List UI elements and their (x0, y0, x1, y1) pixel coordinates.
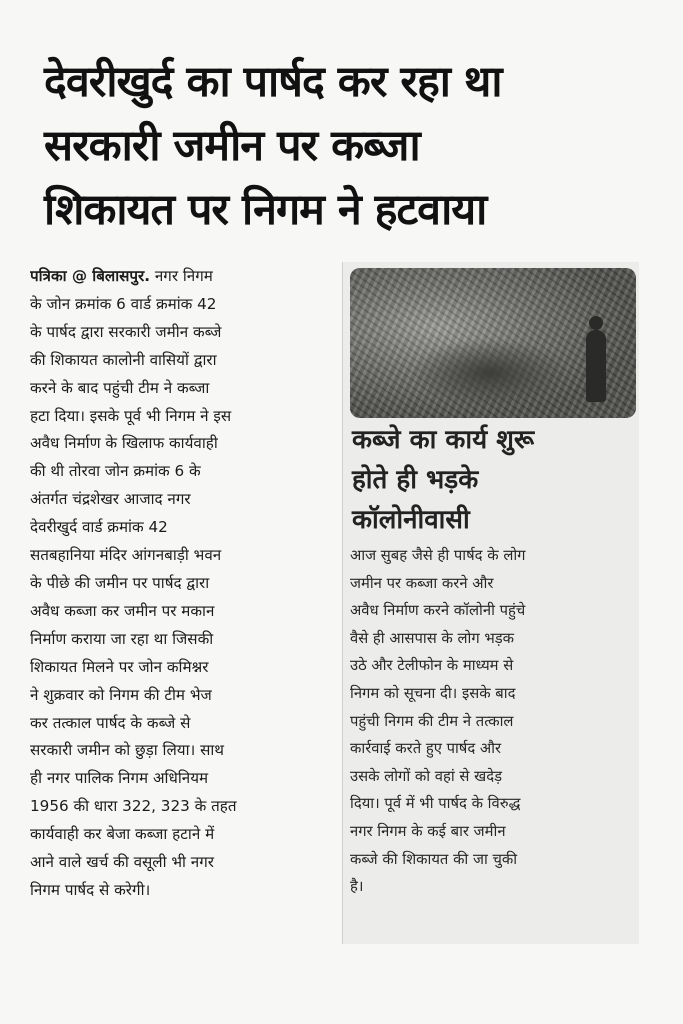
headline-line-1: देवरीखुर्द का पार्षद कर रहा था (44, 57, 502, 107)
photo-rubble (410, 338, 570, 408)
sidebar-line: निगम को सूचना दी। इसके बाद (350, 684, 516, 702)
sidebar-line: उसके लोगों को वहां से खदेड़ (350, 767, 503, 785)
sidebar-line: जमीन पर कब्जा करने और (350, 574, 494, 592)
article-line: 1956 की धारा 322, 323 के तहत (30, 797, 237, 816)
article-line: की थी तोरवा जोन क्रमांक 6 के (30, 462, 201, 481)
article-line: अवैध कब्जा कर जमीन पर मकान (30, 601, 215, 620)
photo-person (586, 330, 606, 402)
sidebar-line: पहुंची निगम की टीम ने तत्काल (350, 712, 514, 730)
sidebar-line: उठे और टेलीफोन के माध्यम से (350, 657, 514, 675)
subhead-line-3: कॉलोनीवासी (352, 505, 470, 535)
article-line: आने वाले खर्च की वसूली भी नगर (30, 853, 214, 872)
article-line-1-text: नगर निगम (150, 267, 213, 285)
article-line: निर्माण कराया जा रहा था जिसकी (30, 629, 214, 648)
news-photo (350, 268, 636, 418)
article-line: सतबहानिया मंदिर आंगनबाड़ी भवन (30, 546, 222, 565)
article-line: अवैध निर्माण के खिलाफ कार्यवाही (30, 434, 218, 453)
article-line: के पीछे की जमीन पर पार्षद द्वारा (30, 573, 210, 592)
headline (44, 50, 654, 242)
article-line: सरकारी जमीन को छुड़ा लिया। साथ (30, 741, 225, 760)
article-line: के पार्षद द्वारा सरकारी जमीन कब्जे (30, 322, 222, 341)
subhead-line-1: कब्जे का कार्य शुरू (352, 425, 535, 455)
article-line: की शिकायत कालोनी वासियों द्वारा (30, 350, 217, 369)
article-line: शिकायत मिलने पर जोन कमिश्नर (30, 657, 209, 676)
sidebar-line: कार्रवाई करते हुए पार्षद और (350, 740, 502, 758)
article-line: करने के बाद पहुंची टीम ने कब्जा (30, 378, 210, 397)
article-line: अंतर्गत चंद्रशेखर आजाद नगर (30, 490, 191, 509)
dateline: पत्रिका @ बिलासपुर. (30, 267, 151, 285)
article-line: देवरीखुर्द वार्ड क्रमांक 42 (30, 518, 168, 537)
sidebar-line: नगर निगम के कई बार जमीन (350, 822, 506, 840)
sidebar-line: अवैध निर्माण करने कॉलोनी पहुंचे (350, 602, 526, 620)
subhead-line-2: होते ही भड़के (352, 465, 479, 495)
sidebar-subhead (352, 420, 632, 540)
sidebar-line: दिया। पूर्व में भी पार्षद के विरुद्ध (350, 795, 521, 813)
sidebar-line: आज सुबह जैसे ही पार्षद के लोग (350, 547, 526, 564)
sidebar-line: कब्जे की शिकायत की जा चुकी (350, 850, 518, 868)
headline-line-3: शिकायत पर निगम ने हटवाया (44, 185, 487, 235)
sidebar-line: वैसे ही आसपास के लोग भड़क (350, 629, 515, 647)
article-line: कार्यवाही कर बेजा कब्जा हटाने में (30, 825, 215, 844)
article-line: हटा दिया। इसके पूर्व भी निगम ने इस (30, 406, 232, 425)
article-line: के जोन क्रमांक 6 वार्ड क्रमांक 42 (30, 294, 217, 313)
article-line: कर तत्काल पार्षद के कब्जे से (30, 713, 191, 732)
sidebar-line: है। (350, 878, 364, 896)
article-line: ने शुक्रवार को निगम की टीम भेज (30, 685, 212, 704)
article-line: निगम पार्षद से करेगी। (30, 880, 151, 899)
headline-line-2: सरकारी जमीन पर कब्जा (44, 121, 420, 171)
article-body (30, 263, 330, 905)
article-line-1 (30, 263, 330, 291)
article-line: ही नगर पालिक निगम अधिनियम (30, 769, 209, 788)
sidebar-body (350, 542, 634, 901)
